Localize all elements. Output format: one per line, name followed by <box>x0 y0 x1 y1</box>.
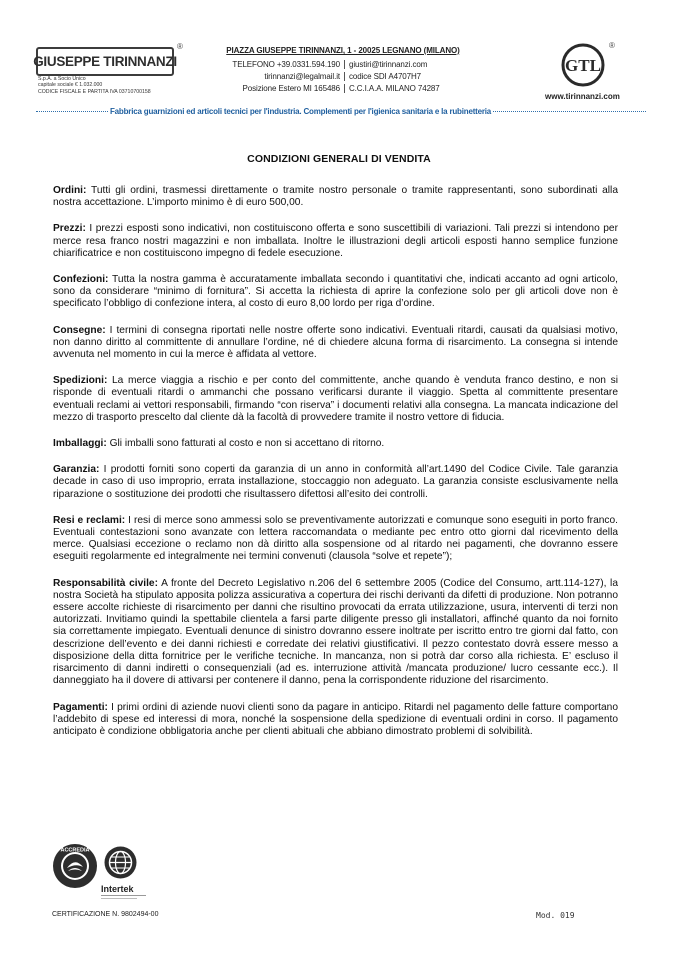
accredia-seal-icon <box>52 843 98 889</box>
section-heading: Pagamenti: <box>53 701 108 713</box>
company-info-line: CODICE FISCALE E PARTITA IVA 03710700158 <box>38 88 151 95</box>
section-heading: Responsabilità civile: <box>53 577 158 589</box>
section-heading: Spedizioni: <box>53 375 108 387</box>
section-heading: Garanzia: <box>53 464 100 476</box>
section-heading: Consegne: <box>53 324 106 336</box>
pec-email-link[interactable]: tirinnanzi@legalmail.it <box>264 72 340 82</box>
section-garanzia <box>53 464 618 501</box>
phone: TELEFONO +39.0331.594.190 <box>232 59 340 69</box>
section-heading: Prezzi: <box>53 223 86 235</box>
section-text: Tutta la nostra gamma è accuratamente imballata secondo i quantitativi che, indicati accanto ad ogni articolo, sono da considerare “minimo di fornitura”. Si accetta la richiesta di aprire la confezione solo per gli articoli dove non è specificato l’obbligo di confezione intera, al costo di euro 8,00 lordo per riga d’ordine. <box>53 274 618 310</box>
accredia-label: ACCREDIA <box>60 847 90 854</box>
section-text: I termini di consegna riportati nelle nostre offerte sono indicativi. Eventuali ritardi, causati da qualsiasi motivo, non danno diritto al committente di annullare l’ordine, né di chiedere alcuna forma di risarcimento. La consegna si intende avvenuta nel momento in cui la merce è affidata al vettore. <box>53 324 618 361</box>
section-text: I resi di merce sono ammessi solo se preventivamente autorizzati e comunque sono eseguiti in porto franco. Eventuali contestazioni sono avanzate con lettera raccomandata o mediante pec entro otto giorni dal ricevimento della merce. Qualsiasi eccezione o reclamo non dà diritto alla sospensione od al ritardo nei pagamenti, che dovranno essere eseguiti regolarmente ed integralmente nei termini convenuti (clausola “solve et repete”); <box>53 514 618 563</box>
section-text: I prezzi esposti sono indicativi, non costituiscono offerta e sono suscettibili di variazioni. Tali prezzi si intendono per merce resa franco nostri magazzini e non imballata. Inoltre le illustrazioni degli articoli esposti hanno semplice funzione chiarificatrice e non costituiscono impegno di fedele esecuzione. <box>53 223 618 259</box>
document-body <box>53 185 618 752</box>
intertek-globe-icon <box>103 845 138 880</box>
dotted-divider <box>36 111 108 112</box>
company-info-line: capitale sociale € 1.032.000 <box>38 82 103 89</box>
company-info <box>38 76 178 95</box>
company-info-line: S.p.A. a Socio Unico <box>38 76 86 82</box>
sdi-code: codice SDI A4707H7 <box>349 72 422 82</box>
section-text: A fronte del Decreto Legislativo n.206 del 6 settembre 2005 (Codice del Consumo, artt.114-127), la nostra Società ha stipulato apposita polizza assicurativa a copertura dei rischi derivanti da difetti di produzione. Non potranno essere accolte richieste di risarcimento per danni che risultino provocati da errata utilizzazione, usura, interventi di terzi non autorizzati. Invitiamo quindi la spettabile clientela a farsi parte diligente presso gli installatori, affinché quanto da noi fornito sia correttamente impiegato. Eventuali denunce di sinistro dovranno essere inoltrate per iscritto entro tre giorni dal fatto, con descrizione dell’evento e dei danni richiesti e corredate dei relativi giustificativi. Il pezzo contestato dovrà essere messo a disposizione della ditta fornitrice per le verifiche tecniche. In mancanza, non si potrà dar corso alla richiesta. E’ escluso il risarcimento di danni indiretti o consequenziali (ad es. interruzione attività /mancata produzione/ lucro cessante ecc.). Il danneggiato ha il dovere di attivarsi per contenere il danno, pena la corrispondente riduzione del risarcimento. <box>53 577 618 687</box>
contact-block <box>215 46 465 95</box>
gtl-logo-text: GTL <box>565 56 601 75</box>
section-pagamenti <box>53 702 618 739</box>
website-link[interactable]: www.tirinnanzi.com <box>545 92 620 101</box>
export-position: Posizione Estero MI 165486 <box>242 84 340 94</box>
company-logo <box>33 47 177 76</box>
section-text: I primi ordini di aziende nuovi clienti sono da pagare in anticipo. Ritardi nel pagamento delle fatture comportano l’addebito di spese ed interessi di mora, nonché la sospensione della spedizione di eventuali ordini in corso. Il pagamento anticipato è condizione obbligatoria anche per clienti abituali che abbiano dimostrato problemi di solvibilità. <box>53 701 618 737</box>
registered-mark: ® <box>177 42 183 51</box>
section-consegne <box>53 325 618 362</box>
section-heading: Imballaggi: <box>53 438 107 450</box>
section-heading: Ordini: <box>53 185 87 196</box>
gtl-logo-icon <box>560 42 606 88</box>
section-imballaggi <box>53 438 618 450</box>
section-confezioni <box>53 274 618 311</box>
section-prezzi <box>53 223 618 260</box>
dotted-divider <box>493 111 646 112</box>
form-code: Mod. 019 <box>536 911 575 920</box>
company-name: GIUSEPPE TIRINNANZI <box>33 54 177 69</box>
contact-row <box>215 83 465 95</box>
section-ordini <box>53 185 618 209</box>
intertek-label: Intertek <box>101 884 134 894</box>
certification-number: CERTIFICAZIONE N. 9802494-00 <box>52 911 159 918</box>
tagline-row <box>36 104 646 118</box>
section-responsabilita-civile <box>53 578 618 688</box>
section-heading: Confezioni: <box>53 274 109 286</box>
tagline: Fabbrica guarnizioni ed articoli tecnici per l'industria. Complementi per l'igienica sanitaria e la rubinetteria <box>110 106 492 116</box>
section-text: La merce viaggia a rischio e per conto del committente, anche quando è venduta franco destino, e non si risponde di eventuali ritardi o ammanchi che possano verificarsi durante il viaggio. Spetta al committente presentare eventuali reclami ai vettori responsabili, firmando “con riserva” i documenti relativi alla consegna. La mancata indicazione del mezzo di trasporto prescelto dal cliente dà la facoltà di provvedere tramite il nostro vettore di fiducia. <box>53 375 618 423</box>
section-text: Tutti gli ordini, trasmessi direttamente o tramite nostro personale o tramite rappresentanti, sono subordinati alla nostra accettazione. L’importo minimo è di euro 500,00. <box>53 185 618 209</box>
contact-row <box>215 70 465 82</box>
cert-fine-print <box>101 895 146 899</box>
contact-row <box>215 58 465 70</box>
document-title: CONDIZIONI GENERALI DI VENDITA <box>247 153 431 165</box>
section-spedizioni <box>53 375 618 424</box>
cciaa-number: C.C.I.A.A. MILANO 74287 <box>349 84 440 94</box>
section-text: I prodotti forniti sono coperti da garanzia di un anno in conformità all’art.1490 del Codice Civile. Tale garanzia decade in caso di uso improprio, errata installazione, stoccaggio non adeguato. La garanzia consiste esclusivamente nella riparazione o sostituzione dei prodotti che risultassero difettosi all’esito dei controlli. <box>53 464 618 500</box>
section-resi-reclami <box>53 515 618 564</box>
company-address: PIAZZA GIUSEPPE TIRINNANZI, 1 - 20025 LEGNANO (MILANO) <box>226 46 460 55</box>
section-heading: Resi e reclami: <box>53 514 126 526</box>
section-text: Gli imballi sono fatturati al costo e non si accettano di ritorno. <box>106 438 385 450</box>
registered-mark: ® <box>609 41 615 50</box>
email-link[interactable]: giustiri@tirinnanzi.com <box>349 59 428 69</box>
